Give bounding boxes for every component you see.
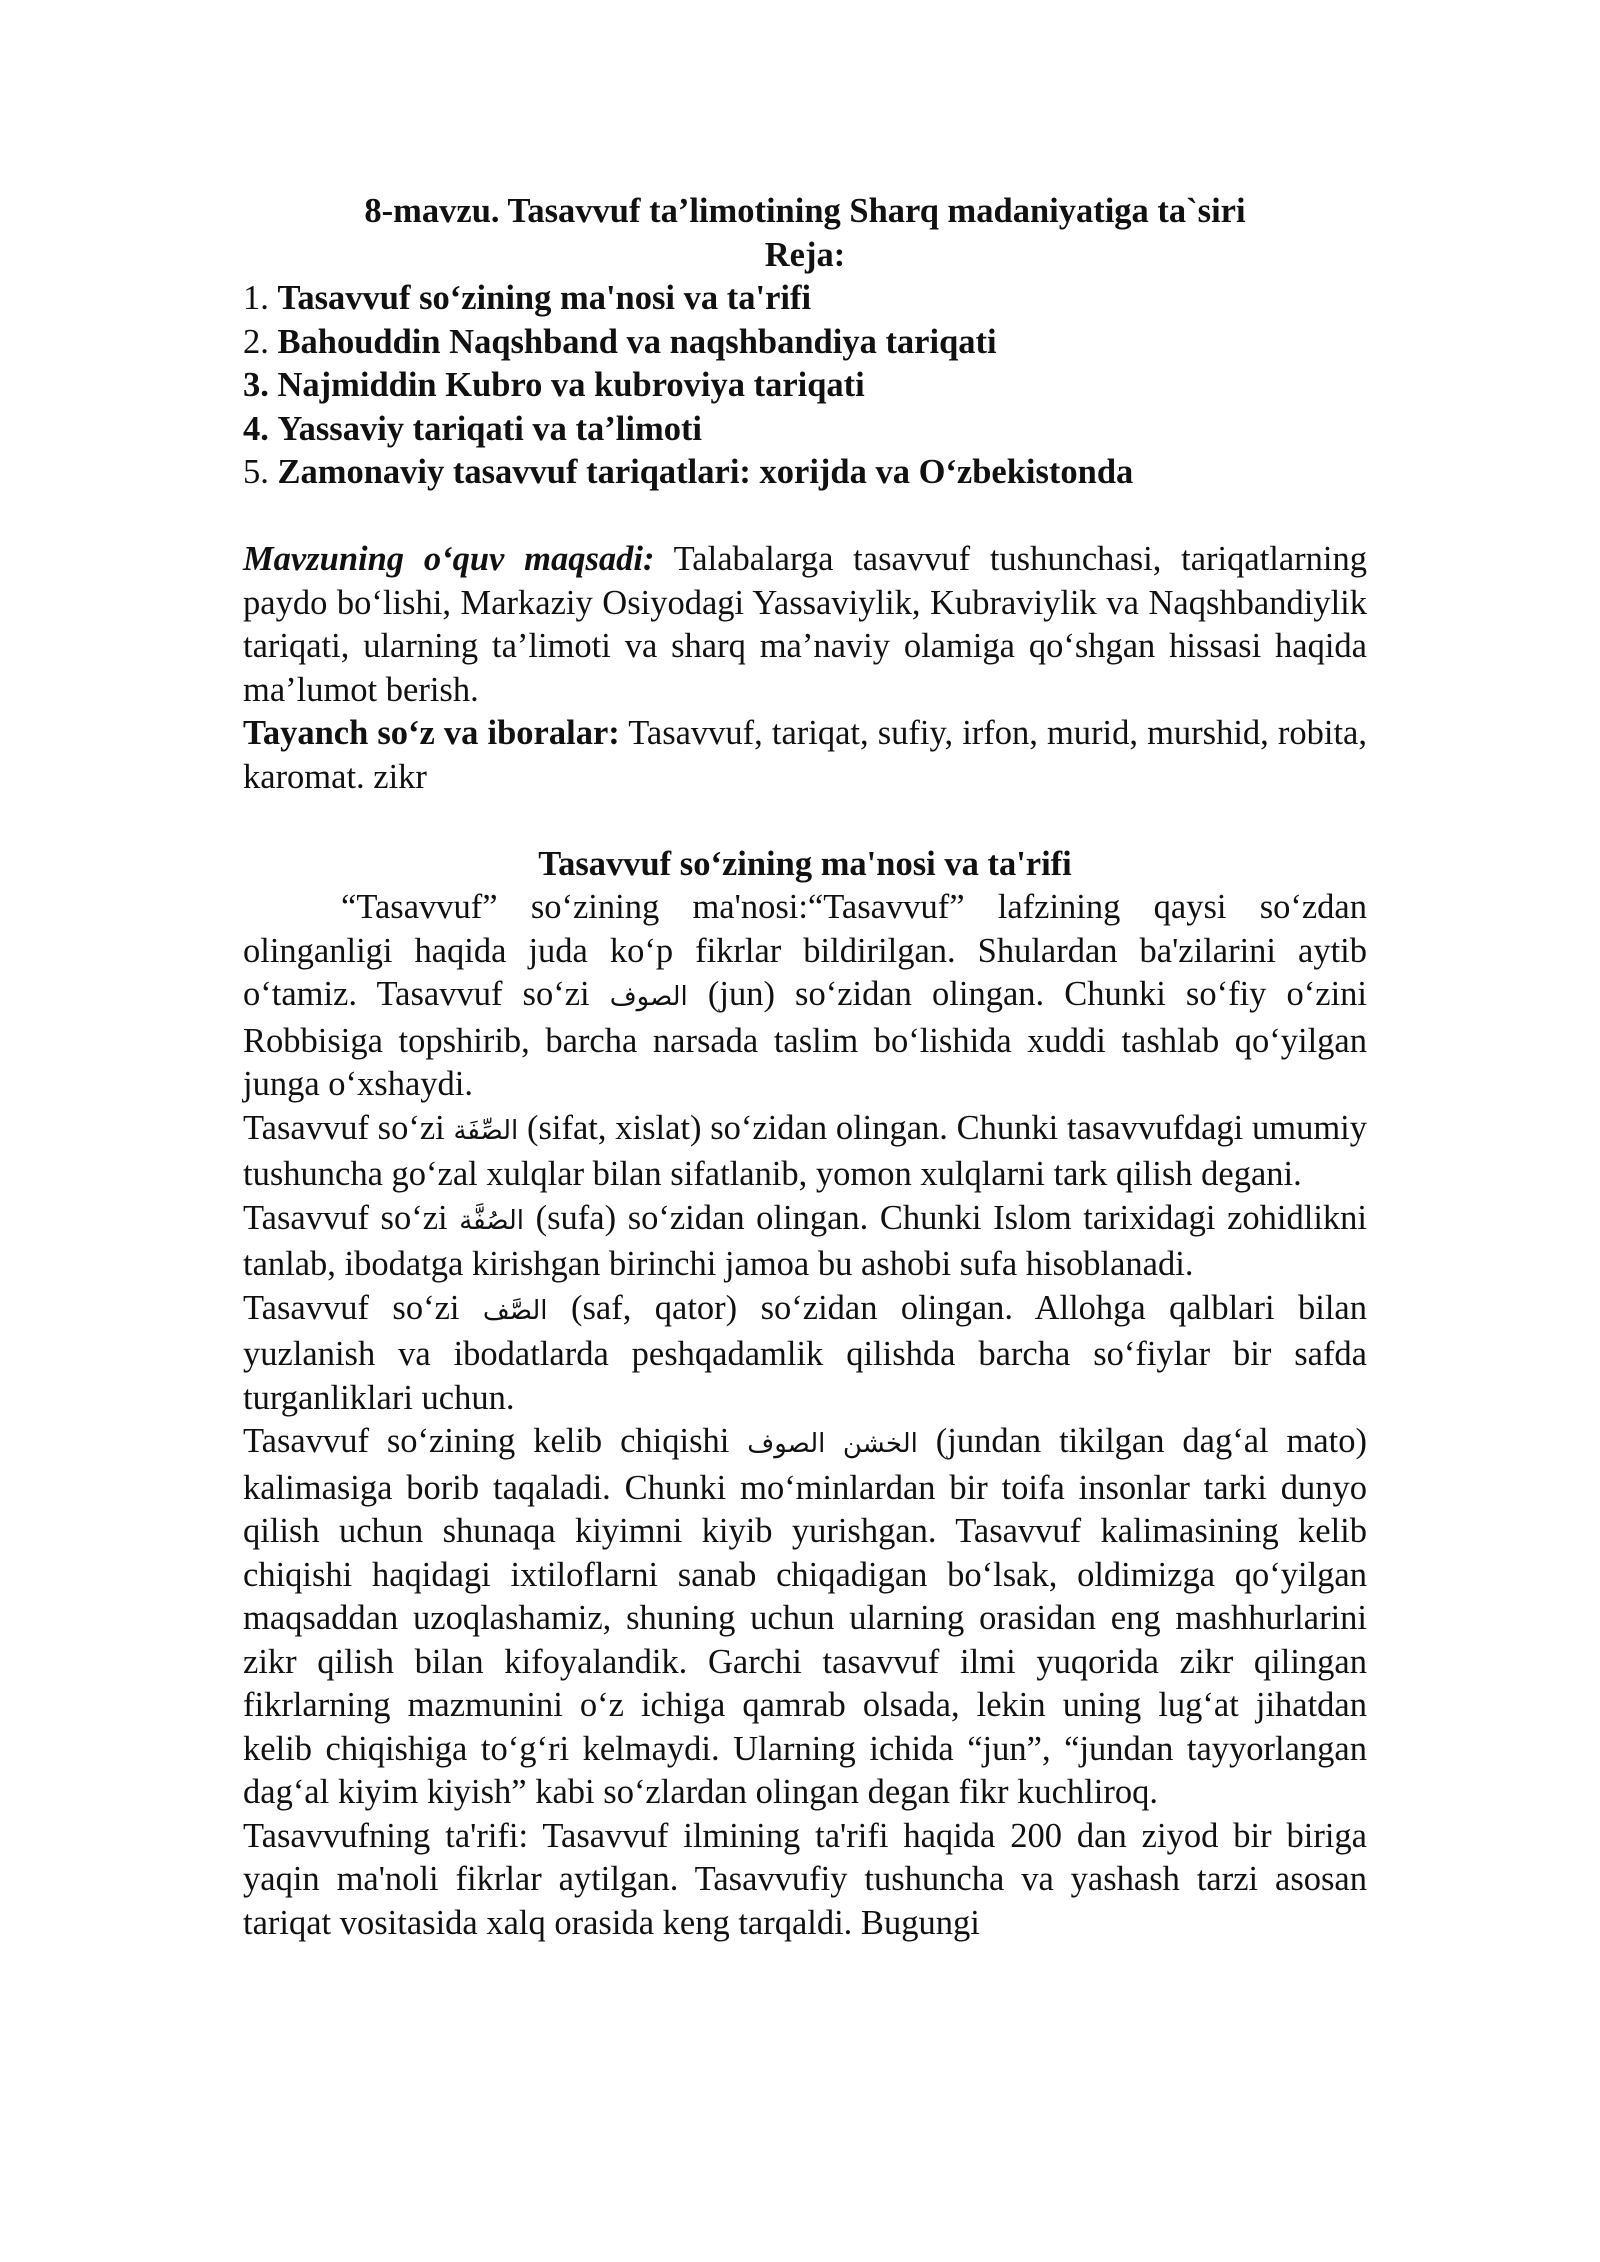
plan-list <box>243 277 1367 495</box>
plan-item-number: 3. <box>243 366 269 404</box>
plan-item-number: 2. <box>243 322 269 361</box>
paragraph-text: Tasavvuf so‘zining kelib chiqishi <box>243 1422 748 1460</box>
plan-item-number: 1. <box>243 279 269 317</box>
keywords-label: Tayanch so‘z va iboralar: <box>243 714 620 752</box>
plan-item-text: Tasavvuf so‘zining ma'nosi va ta'rifi <box>277 279 812 317</box>
plan-item <box>243 364 1367 408</box>
paragraph-text: Tasavvuf so‘zi <box>243 1108 454 1147</box>
goal-paragraph <box>243 538 1367 712</box>
body-paragraph <box>243 1107 1367 1197</box>
plan-item-text: Najmiddin Kubro va kubroviya tariqati <box>277 366 865 404</box>
document-page <box>243 190 1367 1945</box>
paragraph-text: (jun) so‘zidan olingan. Chunki so‘fiy o‘zini Robbisiga topshirib, barcha narsada taslim bo‘lishida xuddi tashlab qo‘yilgan junga o‘xshaydi. <box>243 975 1367 1103</box>
paragraph-text: “Tasavvuf” so‘zining ma'nosi:“Tasavvuf” lafzining qaysi so‘zdan olinganligi haqida juda ko‘p fikrlar bildirilgan. Shulardan ba'zilarini aytib o‘tamiz. <box>243 888 1367 1013</box>
plan-item <box>243 451 1367 495</box>
body-paragraph <box>243 1420 1367 1815</box>
document-title: 8-mavzu. Tasavvuf ta’limotining Sharq madaniyatiga ta`siri <box>364 192 1246 230</box>
plan-item-number: 5. <box>243 453 269 491</box>
plan-item-text: Yassaviy tariqati va ta’limoti <box>277 409 703 448</box>
arabic-term: الخشن الصوف <box>747 1429 918 1459</box>
arabic-term: الصوف <box>609 982 688 1012</box>
body-paragraph <box>243 1815 1367 1946</box>
arabic-term: الصِّفَة <box>453 1115 519 1146</box>
section-title: Tasavvuf so‘zining ma'nosi va ta'rifi <box>538 844 1072 883</box>
spacer <box>243 495 1367 539</box>
arabic-term: الصَّف <box>482 1295 548 1326</box>
paragraph-text: (jundan tikilgan dag‘al mato) kalimasiga borib taqaladi. Chunki mo‘minlardan bir toifa insonlar tarki dunyo qilish uchun shunaqa kiyimni kiyib yurishgan. Tasavvuf kalimasining kelib chiqishi haqidagi ixtiloflarni sanab chiqadigan bo‘lsak, oldimizga qo‘yilgan maqsaddan uzoqlashamiz, shuning uchun ularning orasidan eng mashhurlarini zikr qilish bilan kifoyalandik. Garchi tasavvuf ilmi yuqorida zikr qilingan fikrlarning mazmunini o‘z ichiga qamrab olsada, lekin uning lug‘at jihatdan kelib chiqishiga to‘g‘ri kelmaydi. Ularning ichida “jun”, “jundan tayyorlangan dag‘al kiyim kiyish” kabi so‘zlardan olingan degan fikr kuchliroq. <box>243 1422 1367 1811</box>
spacer <box>243 799 1367 843</box>
plan-item <box>243 277 1367 321</box>
paragraph-text: Tasavvuf so‘zi <box>243 1288 483 1327</box>
plan-item <box>243 321 1367 365</box>
keywords-paragraph <box>243 712 1367 799</box>
goal-label: Mavzuning o‘quv maqsadi: <box>243 540 655 578</box>
goal-text: Talabalarga tasavvuf tushunchasi, tariqatlarning paydo bo‘lishi, Markaziy Osiyodagi Yassaviylik, Kubraviylik va Naqshbandiylik tariqati, ularning ta’limoti va sharq ma’naviy olamiga qo‘shgan hissasi haqida ma’lumot berish. <box>243 540 1367 709</box>
plan-item-text: Zamonaviy tasavvuf tariqatlari: xorijda va O‘zbekistonda <box>277 453 1134 491</box>
paragraph-text: (sifat, xislat) so‘zidan olingan. Chunki tasavvufdagi umumiy tushuncha go‘zal xulqlar bilan sifatlanib, yomon xulqlarni tark qilish degani. <box>243 1108 1367 1193</box>
body-paragraph <box>243 1197 1367 1287</box>
plan-heading: Reja: <box>764 235 846 274</box>
paragraph-text: Tasavvuf so‘zi <box>357 975 610 1013</box>
plan-item-text: Bahouddin Naqshband va naqshbandiya tariqati <box>277 322 997 361</box>
paragraph-text: Tasavvuf so‘zi <box>243 1198 460 1237</box>
paragraph-text: Tasavvufning ta'rifi: Tasavvuf ilmining ta'rifi haqida 200 dan ziyod bir biriga yaqin ma'noli fikrlar aytilgan. Tasavvufiy tushuncha va yashash tarzi asosan tariqat vositasida xalq orasida keng tarqaldi. Bugungi <box>243 1816 1367 1942</box>
plan-item <box>243 408 1367 452</box>
paragraph-text: (sufa) so‘zidan olingan. Chunki Islom tarixidagi zohidlikni tanlab, ibodatga kirishgan birinchi jamoa bu ashobi sufa hisoblanadi. <box>243 1198 1367 1283</box>
body-paragraph <box>243 886 1367 1107</box>
paragraph-text: (saf, qator) so‘zidan olingan. Allohga qalblari bilan yuzlanish va ibodatlarda peshqadamlik qilishda barcha so‘fiylar bir safda turganliklari uchun. <box>243 1288 1367 1417</box>
plan-item-number: 4. <box>243 409 269 448</box>
keywords-text: Tasavvuf, tariqat, sufiy, irfon, murid, murshid, robita, karomat. zikr <box>243 714 1367 796</box>
arabic-term: الصُفَّة <box>459 1205 525 1236</box>
body-paragraph <box>243 1287 1367 1421</box>
